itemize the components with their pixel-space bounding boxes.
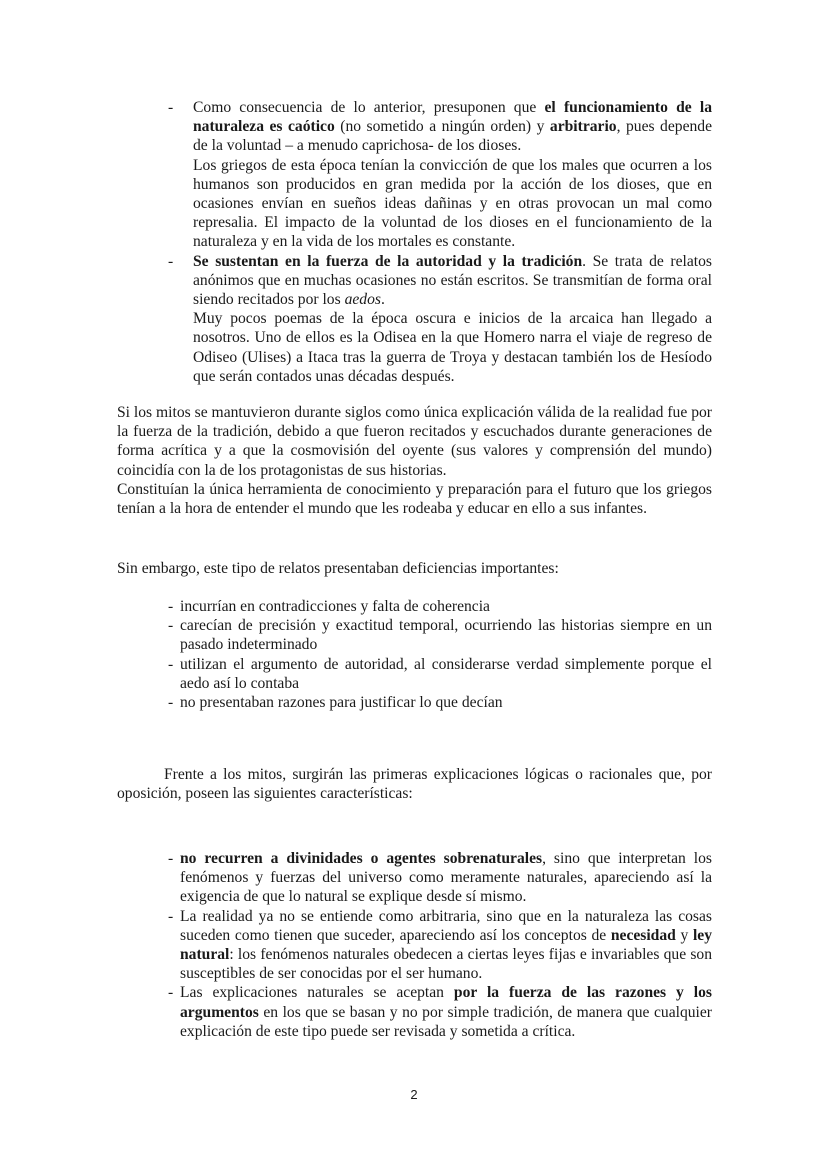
deficiencies-list: [117, 597, 712, 712]
item-paragraph: [193, 98, 712, 156]
text-run: (no sometido a ningún orden) y: [334, 118, 550, 136]
text-run: . Se trata de relatos anónimos que en muchas ocasiones no están escritos. Se transmitían de forma oral siendo recitados por los: [193, 252, 712, 309]
bold-text: por la fuerza de las razones y los argumentos: [180, 984, 712, 1021]
text-run: , pues depende de la voluntad – a menudo caprichosa- de los dioses.: [193, 118, 713, 155]
list-item: [117, 849, 712, 907]
tradition-section: [117, 403, 712, 518]
tradition-paragraph: Si los mitos se mantuvieron durante siglos como única explicación válida de la realidad fue por la fuerza de la tradición, debido a que fueron recitados y escuchados durante generaciones de forma acrítica y a que la cosmovisión del oyente (sus valores y comprensión del mundo) coincidía con la de los protagonistas de sus historias.: [117, 404, 712, 479]
bullet-dash: -: [168, 694, 174, 712]
bullet-dash: -: [168, 850, 174, 867]
text-run: .: [380, 291, 385, 309]
list-item: [117, 655, 712, 693]
bold-text: no recurren a divinidades o agentes sobrenaturales: [180, 850, 543, 867]
text-run: Muy pocos poemas de la época oscura e inicios de la arcaica han llegado a nosotros. Uno de ellos es la Odisea en la que Homero narra el viaje de regreso de Odiseo (Ulises) a Itaca tras la guerra de Troya y destacan también los de Hesíodo que serán contados unas décadas después.: [193, 310, 712, 385]
bold-text: necesidad: [610, 926, 676, 944]
list-item: [117, 597, 712, 616]
text-run: Las explicaciones naturales se aceptan: [180, 984, 454, 1002]
bullet-dash: -: [168, 99, 174, 116]
text-run: incurrían en contradicciones y falta de coherencia: [180, 598, 490, 615]
text-run: en los que se basan y no por simple tradición, de manera que cualquier explicación de este tipo puede ser revisada y sometida a crítica.: [180, 1003, 712, 1040]
bold-text: ley natural: [180, 926, 712, 964]
text-run: : los fenómenos naturales obedecen a ciertas leyes fijas e invariables que son susceptibles de ser conocidas por el ser humano.: [180, 946, 712, 983]
text-run: y: [675, 926, 693, 944]
bold-text: el funcionamiento de la naturaleza es caótico: [193, 99, 712, 136]
item-paragraph: [193, 309, 712, 386]
bullet-dash: -: [168, 617, 174, 635]
item-paragraph: [193, 252, 712, 310]
text-run: utilizan el argumento de autoridad, al considerarse verdad simplemente porque el aedo así lo contaba: [180, 655, 712, 692]
list-item: [117, 98, 712, 252]
deficiencies-paragraph: Sin embargo, este tipo de relatos presentaban deficiencias importantes:: [117, 560, 559, 577]
bullet-dash: -: [168, 252, 174, 270]
bullet-dash: -: [168, 907, 174, 925]
knowledge-tool-paragraph: Constituían la única herramienta de conocimiento y preparación para el futuro que los griegos tenían a la hora de entender el mundo que les rodeaba y educar en ello a sus infantes.: [117, 480, 712, 518]
text-run: Como consecuencia de lo anterior, presuponen que: [193, 99, 545, 116]
deficiencies-intro: [117, 559, 712, 578]
bullet-dash: -: [168, 598, 174, 615]
text-run: , sino que interpretan los fenómenos y fuerzas del universo como meramente naturales, apareciendo así la exigencia de que lo natural se explique desde sí mismo.: [180, 850, 712, 906]
bold-text: Se sustentan en la fuerza de la autoridad y la tradición: [193, 252, 583, 270]
text-run: no presentaban razones para justificar lo que decían: [180, 694, 503, 712]
list-item: [117, 907, 712, 984]
bullet-dash: -: [168, 655, 174, 673]
list-item: [117, 693, 712, 712]
text-run: La realidad ya no se entiende como arbitraria, sino que en la naturaleza las cosas suceden como tienen que suceder, apareciendo así los conceptos de: [180, 907, 712, 944]
rational-characteristics-list: [117, 849, 712, 1041]
rational-intro: [117, 765, 712, 803]
list-item: [117, 983, 712, 1041]
myth-characteristics-list: [117, 98, 712, 386]
list-item: [117, 616, 712, 654]
bold-text: arbitrario: [549, 118, 617, 136]
bullet-dash: -: [168, 984, 174, 1002]
text-run: Los griegos de esta época tenían la convicción de que los males que ocurren a los humanos son producidos en gran medida por la acción de los dioses, que en ocasiones envían en sueños ideas dañinas y en otras provocan un mal como represalia. El impacto de la voluntad de los dioses en el funcionamiento de la naturaleza y en la vida de los mortales es constante.: [193, 156, 712, 251]
rational-paragraph: Frente a los mitos, surgirán las primeras explicaciones lógicas o racionales que, por oposición, poseen las siguientes características:: [117, 766, 712, 803]
italic-text: aedos: [344, 291, 381, 309]
list-item: [117, 252, 712, 386]
item-paragraph: [193, 156, 712, 252]
page-number: 2: [410, 1087, 418, 1102]
text-run: carecían de precisión y exactitud temporal, ocurriendo las historias siempre en un pasado indeterminado: [180, 617, 712, 654]
